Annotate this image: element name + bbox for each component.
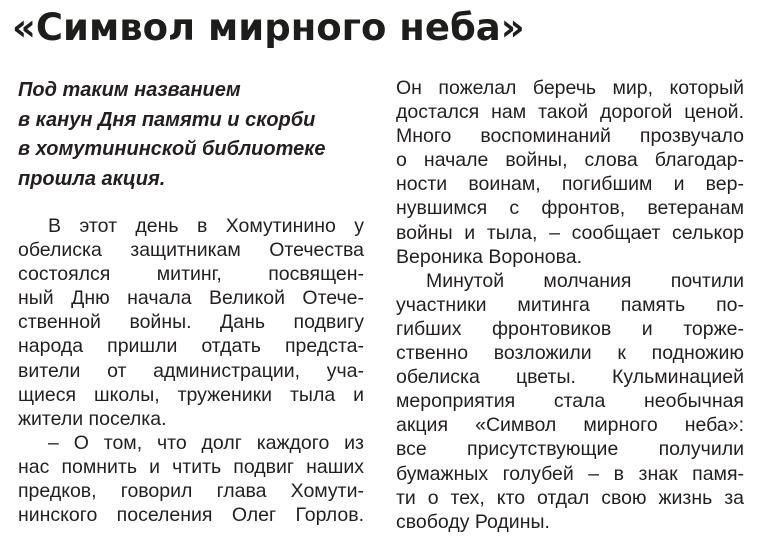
right-body-text [396,76,744,534]
text-line: обелиска защитникам Отечества [18,239,364,262]
text-line: ный Дню начала Великой Отече- [18,287,364,310]
text-line: щиеся школы, труженики тыла и [18,383,364,406]
text-line: В этот день в Хомутинино у [48,215,364,237]
text-line: Он пожелал беречь мир, который [396,77,744,99]
text-line: участники митинга память по- [396,293,744,316]
text-line: свободу Родины. [396,510,550,533]
text-line: Вероника Воронова. [396,245,582,268]
lead-line: в канун Дня памяти и скорби [18,108,316,131]
article-title: «Символ мирного неба» [12,6,525,49]
lead-line: прошла акция. [18,167,166,190]
text-line: предков, говорил глава Хомути- [18,480,364,503]
lead-line: Под таким названием [18,79,241,101]
text-line: все присутствующие получили [396,438,744,461]
text-line: народа пришли отдать предста- [18,335,364,358]
text-line: мероприятия стала необычная [396,390,744,413]
text-line: – О том, что долг каждого из [48,431,364,454]
text-line: о начале войны, слова благодар- [396,149,744,172]
text-line: вители от администрации, уча- [18,359,364,382]
text-line: бумажных голубей – в знак памя- [396,462,744,485]
text-line: акция «Символ мирного неба»: [396,414,744,437]
text-line: Минутой молчания почтили [426,269,744,292]
left-column [18,76,364,527]
text-line: состоялся митинг, посвящен- [18,263,364,286]
right-column [396,76,744,534]
text-line: нувшимся с фронтов, ветеранам [396,197,744,220]
text-line: жители поселка. [18,407,167,430]
text-line: ности воинам, погибшим и вер- [396,173,744,196]
text-line: гибших фронтовиков и торже- [396,317,744,340]
article-lead [18,76,364,194]
left-body-text [18,214,364,527]
text-line: достался нам такой дорогой ценой. [396,101,744,124]
text-line: нас помнить и чтить подвиг наших [18,455,364,478]
text-line: нинского поселения Олег Горлов. [18,504,364,527]
text-line: ти о тех, кто отдал свою жизнь за [396,486,744,509]
text-line: войны и тыла, – сообщает селькор [396,221,744,244]
lead-line: в хомутининской библиотеке [18,138,326,160]
text-line: ственной войны. Дань подвигу [18,311,364,334]
text-line: Много воспоминаний прозвучало [396,125,744,148]
text-line: ственно возложили к подножию [396,342,744,365]
text-line: обелиска цветы. Кульминацией [396,366,744,389]
